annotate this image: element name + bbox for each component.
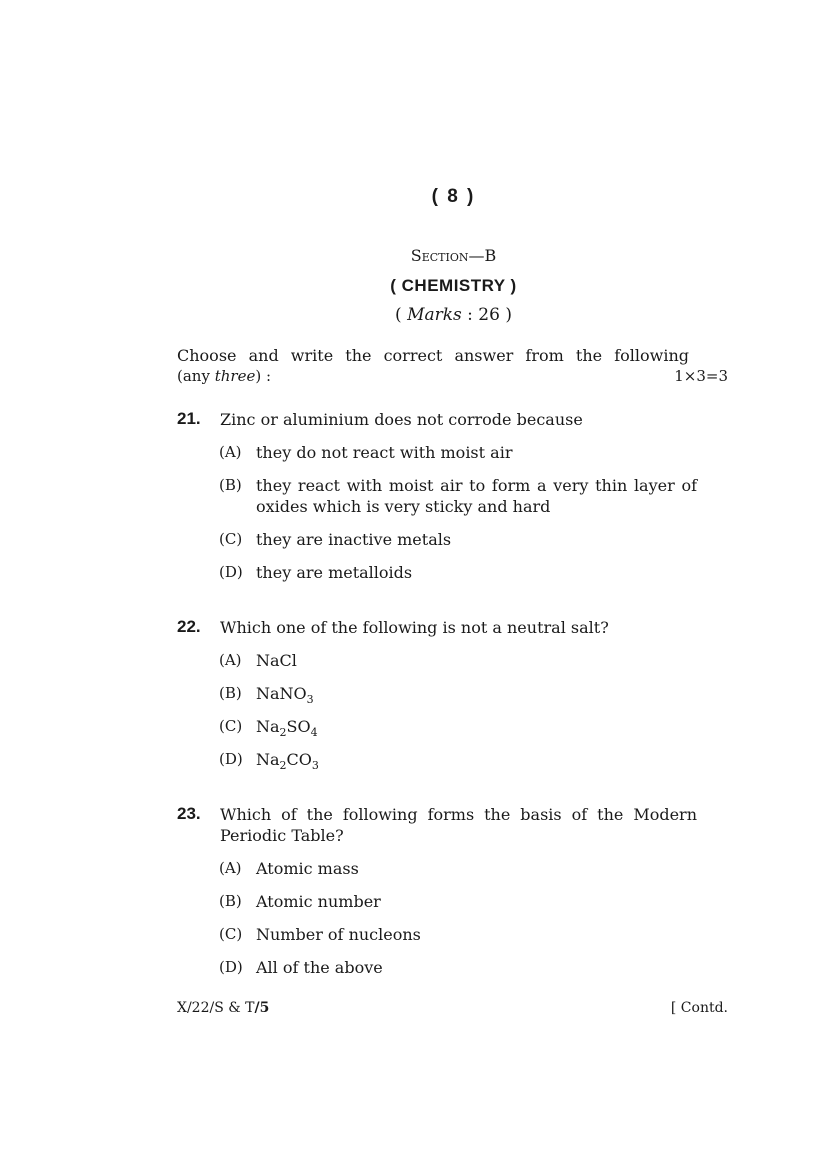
option-letter: (C) [219,925,243,943]
option-text: All of the above [256,958,383,977]
question-text: Which one of the following is not a neutral salt? [220,618,609,637]
option-formula [256,716,697,737]
marks-close: ) [505,305,512,325]
marks-value: : 26 [467,305,500,325]
instructions-three: three [214,367,256,385]
formula-part: Na [256,717,280,736]
formula-subscript: 4 [310,726,318,739]
marks-label: Marks [407,305,462,325]
continued-label: [ Contd. [670,1000,728,1016]
question-text: Which of the following forms the basis of the Modern Periodic Table? [220,805,697,845]
option-a[interactable] [219,442,697,463]
instructions-line-2 [177,367,728,385]
formula-part: SO [286,717,311,736]
option-c[interactable] [219,529,697,550]
option-a[interactable] [219,650,697,671]
option-letter: (A) [219,859,242,877]
option-b[interactable] [219,891,697,912]
question-number: 21. [177,409,201,428]
option-text: they react with moist air to form a very thin layer of oxides which is very sticky and hard [256,476,697,516]
option-letter: (C) [219,717,243,735]
option-formula [256,683,697,704]
question-text: Zinc or aluminium does not corrode because [220,410,583,429]
question-number: 23. [177,804,201,823]
subject-title: ( CHEMISTRY ) [390,276,517,295]
formula-part: NaNO [256,684,307,703]
marks-formula: 1×3=3 [674,367,728,385]
instructions-suffix: ) : [255,367,272,385]
question-22 [177,617,697,770]
formula-subscript: 2 [279,726,287,739]
option-d[interactable] [219,957,697,978]
paper-code-suffix: /5 [254,1000,270,1016]
question-23 [177,804,697,978]
option-letter: (D) [219,563,243,581]
marks-open: ( [395,305,402,325]
option-d[interactable] [219,749,697,770]
option-letter: (B) [219,892,242,910]
formula-subscript: 2 [279,759,287,772]
section-title: Section—B [410,246,497,265]
option-b[interactable] [219,683,697,704]
option-c[interactable] [219,924,697,945]
question-21 [177,409,697,583]
option-c[interactable] [219,716,697,737]
option-text: they do not react with moist air [256,443,513,462]
option-letter: (C) [219,530,243,548]
formula-subscript: 3 [306,693,314,706]
page-number: ( 8 ) [431,186,476,207]
marks-line [0,305,827,325]
option-letter: (B) [219,684,242,702]
option-letter: (B) [219,476,242,494]
formula-subscript: 3 [311,759,319,772]
option-letter: (A) [219,651,242,669]
option-formula [256,749,697,770]
option-a[interactable] [219,858,697,879]
option-letter: (D) [219,958,243,976]
option-text: NaCl [256,651,297,670]
option-letter: (D) [219,750,243,768]
instructions-any [177,367,271,385]
page-footer [177,1000,728,1016]
instructions-prefix: (any [177,367,210,385]
option-b[interactable] [219,475,697,517]
formula-part: CO [286,750,312,769]
paper-code [177,1000,269,1016]
paper-code-prefix: X/22/S & T [177,1000,255,1016]
option-d[interactable] [219,562,697,583]
option-letter: (A) [219,443,242,461]
option-text: Atomic mass [256,859,359,878]
formula-part: Na [256,750,280,769]
option-text: Atomic number [256,892,381,911]
instructions-line-1: Choose and write the correct answer from the following [177,346,689,365]
question-number: 22. [177,617,201,636]
option-text: they are inactive metals [256,530,452,549]
option-text: Number of nucleons [256,925,421,944]
option-text: they are metalloids [256,563,413,582]
